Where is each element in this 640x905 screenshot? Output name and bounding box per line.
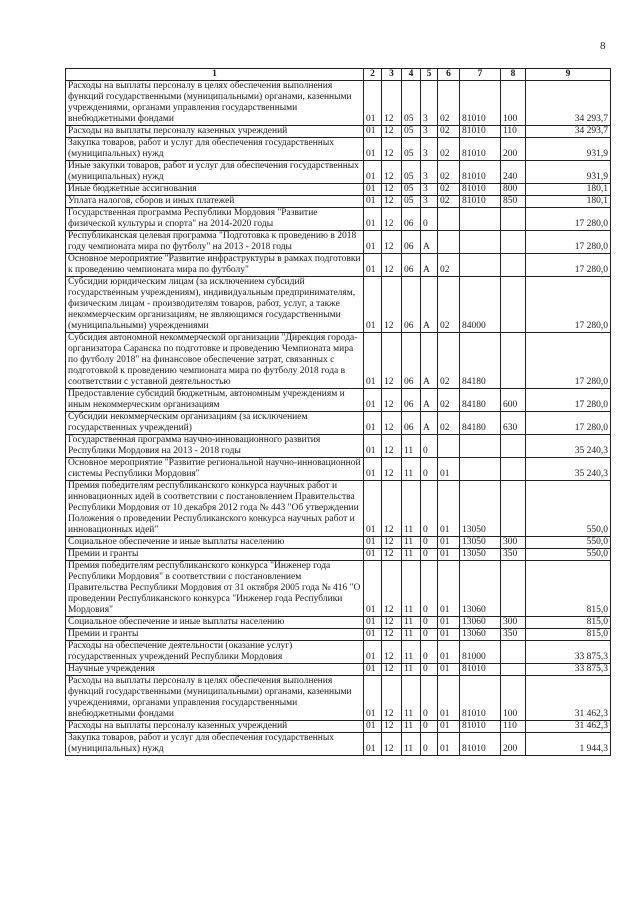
podrazdel-cell: 12 bbox=[382, 676, 402, 721]
subprogram-cell: 0 bbox=[421, 629, 438, 641]
name-cell: Расходы на выплаты персоналу казенных учреждений bbox=[66, 126, 364, 138]
podrazdel-cell: 12 bbox=[382, 481, 402, 537]
razdel-cell: 01 bbox=[364, 549, 382, 561]
measure-cell: 02 bbox=[438, 184, 460, 196]
name-cell: Премия победителям республиканского конкурса научных работ и инновационных идей в соответствии с постановлением Правительства Республики Мордовия от 10 декабря 2012 года № 443 "Об утверждении Положения о проведении Республиканского конкурса научных работ и инновационных идей" bbox=[66, 481, 364, 537]
measure-cell: 01 bbox=[438, 481, 460, 537]
expense-type-cell bbox=[501, 231, 526, 254]
expense-type-cell bbox=[501, 254, 526, 277]
measure-cell: 01 bbox=[438, 664, 460, 676]
column-header: 3 bbox=[382, 69, 402, 81]
column-header: 1 bbox=[66, 69, 364, 81]
name-cell: Предоставление субсидий бюджетным, автономным учреждениям и иным некоммерческим организациям bbox=[66, 389, 364, 412]
expense-type-cell: 300 bbox=[501, 617, 526, 629]
expense-type-cell: 110 bbox=[501, 126, 526, 138]
table-row bbox=[66, 629, 611, 641]
podrazdel-cell: 12 bbox=[382, 254, 402, 277]
table-row bbox=[66, 641, 611, 664]
sum-cell: 17 280,0 bbox=[526, 412, 611, 435]
program-cell: 05 bbox=[402, 81, 421, 126]
table-row bbox=[66, 435, 611, 458]
column-header: 4 bbox=[402, 69, 421, 81]
name-cell: Основное мероприятие "Развитие региональной научно-инновационной системы Республики Мордовия" bbox=[66, 458, 364, 481]
subprogram-cell: 0 bbox=[421, 617, 438, 629]
program-cell: 11 bbox=[402, 435, 421, 458]
direction-cell: 13060 bbox=[460, 617, 501, 629]
measure-cell: 01 bbox=[438, 537, 460, 549]
measure-cell: 01 bbox=[438, 549, 460, 561]
expense-type-cell bbox=[501, 481, 526, 537]
program-cell: 06 bbox=[402, 412, 421, 435]
razdel-cell: 01 bbox=[364, 81, 382, 126]
sum-cell: 815,0 bbox=[526, 561, 611, 617]
razdel-cell: 01 bbox=[364, 537, 382, 549]
razdel-cell: 01 bbox=[364, 458, 382, 481]
podrazdel-cell: 12 bbox=[382, 641, 402, 664]
column-header: 2 bbox=[364, 69, 382, 81]
program-cell: 11 bbox=[402, 664, 421, 676]
measure-cell: 02 bbox=[438, 81, 460, 126]
name-cell: Иные бюджетные ассигнования bbox=[66, 184, 364, 196]
program-cell: 06 bbox=[402, 208, 421, 231]
name-cell: Премия победителям республиканского конкурса "Инженер года Республики Мордовия" в соответствии с постановлением Правительства Республики Мордовия от 31 октября 2005 года № 416 "О проведении Республиканского конкурса "Инженер года Республики Мордовия" bbox=[66, 561, 364, 617]
table-row bbox=[66, 184, 611, 196]
expense-type-cell: 800 bbox=[501, 184, 526, 196]
sum-cell: 17 280,0 bbox=[526, 277, 611, 333]
razdel-cell: 01 bbox=[364, 254, 382, 277]
name-cell: Научные учреждения bbox=[66, 664, 364, 676]
direction-cell: 84000 bbox=[460, 277, 501, 333]
razdel-cell: 01 bbox=[364, 161, 382, 184]
sum-cell: 17 280,0 bbox=[526, 254, 611, 277]
name-cell: Закупка товаров, работ и услуг для обеспечения государственных (муниципальных) нужд bbox=[66, 733, 364, 756]
name-cell: Закупка товаров, работ и услуг для обеспечения государственных (муниципальных) нужд bbox=[66, 138, 364, 161]
measure-cell: 01 bbox=[438, 629, 460, 641]
razdel-cell: 01 bbox=[364, 412, 382, 435]
razdel-cell: 01 bbox=[364, 208, 382, 231]
table-row bbox=[66, 617, 611, 629]
razdel-cell: 01 bbox=[364, 277, 382, 333]
subprogram-cell: 0 bbox=[421, 537, 438, 549]
table-row bbox=[66, 481, 611, 537]
program-cell: 05 bbox=[402, 138, 421, 161]
table-row bbox=[66, 676, 611, 721]
sum-cell: 34 293,7 bbox=[526, 126, 611, 138]
measure-cell bbox=[438, 231, 460, 254]
subprogram-cell: А bbox=[421, 333, 438, 389]
podrazdel-cell: 12 bbox=[382, 389, 402, 412]
name-cell: Премии и гранты bbox=[66, 629, 364, 641]
sum-cell: 31 462,3 bbox=[526, 676, 611, 721]
table-row bbox=[66, 537, 611, 549]
podrazdel-cell: 12 bbox=[382, 277, 402, 333]
measure-cell: 02 bbox=[438, 196, 460, 208]
razdel-cell: 01 bbox=[364, 721, 382, 733]
subprogram-cell: 0 bbox=[421, 435, 438, 458]
table-row bbox=[66, 196, 611, 208]
expense-type-cell: 350 bbox=[501, 629, 526, 641]
expense-type-cell: 630 bbox=[501, 412, 526, 435]
subprogram-cell: 3 bbox=[421, 138, 438, 161]
program-cell: 05 bbox=[402, 126, 421, 138]
measure-cell: 02 bbox=[438, 254, 460, 277]
podrazdel-cell: 12 bbox=[382, 138, 402, 161]
sum-cell: 815,0 bbox=[526, 617, 611, 629]
subprogram-cell: 3 bbox=[421, 161, 438, 184]
direction-cell: 81010 bbox=[460, 81, 501, 126]
subprogram-cell: 0 bbox=[421, 664, 438, 676]
expense-type-cell: 300 bbox=[501, 537, 526, 549]
measure-cell: 02 bbox=[438, 161, 460, 184]
sum-cell: 550,0 bbox=[526, 549, 611, 561]
sum-cell: 34 293,7 bbox=[526, 81, 611, 126]
podrazdel-cell: 12 bbox=[382, 208, 402, 231]
measure-cell: 02 bbox=[438, 138, 460, 161]
razdel-cell: 01 bbox=[364, 196, 382, 208]
expense-type-cell: 240 bbox=[501, 161, 526, 184]
razdel-cell: 01 bbox=[364, 617, 382, 629]
program-cell: 05 bbox=[402, 161, 421, 184]
podrazdel-cell: 12 bbox=[382, 161, 402, 184]
name-cell: Расходы на выплаты персоналу в целях обеспечения выполнения функций государственными (муниципальными) органами, казенными учреждениями, органами управления государственными внебюджетными фондами bbox=[66, 676, 364, 721]
direction-cell bbox=[460, 231, 501, 254]
column-header: 7 bbox=[460, 69, 501, 81]
podrazdel-cell: 12 bbox=[382, 435, 402, 458]
podrazdel-cell: 12 bbox=[382, 333, 402, 389]
podrazdel-cell: 12 bbox=[382, 561, 402, 617]
podrazdel-cell: 12 bbox=[382, 617, 402, 629]
podrazdel-cell: 12 bbox=[382, 412, 402, 435]
table-row bbox=[66, 138, 611, 161]
razdel-cell: 01 bbox=[364, 481, 382, 537]
direction-cell bbox=[460, 208, 501, 231]
subprogram-cell: А bbox=[421, 231, 438, 254]
program-cell: 11 bbox=[402, 617, 421, 629]
name-cell: Республиканская целевая программа "Подготовка к проведению в 2018 году чемпионата мира по футболу" на 2013 - 2018 годы bbox=[66, 231, 364, 254]
expense-type-cell bbox=[501, 664, 526, 676]
subprogram-cell: 0 bbox=[421, 721, 438, 733]
razdel-cell: 01 bbox=[364, 333, 382, 389]
program-cell: 06 bbox=[402, 254, 421, 277]
direction-cell bbox=[460, 254, 501, 277]
sum-cell: 180,1 bbox=[526, 196, 611, 208]
razdel-cell: 01 bbox=[364, 126, 382, 138]
expense-type-cell: 850 bbox=[501, 196, 526, 208]
direction-cell: 81010 bbox=[460, 664, 501, 676]
column-header: 8 bbox=[501, 69, 526, 81]
expense-type-cell: 200 bbox=[501, 138, 526, 161]
razdel-cell: 01 bbox=[364, 629, 382, 641]
direction-cell: 13050 bbox=[460, 481, 501, 537]
table-row bbox=[66, 81, 611, 126]
sum-cell: 17 280,0 bbox=[526, 389, 611, 412]
subprogram-cell: 0 bbox=[421, 549, 438, 561]
program-cell: 11 bbox=[402, 641, 421, 664]
razdel-cell: 01 bbox=[364, 664, 382, 676]
subprogram-cell: 3 bbox=[421, 126, 438, 138]
name-cell: Расходы на обеспечение деятельности (оказание услуг) государственных учреждений Республики Мордовия bbox=[66, 641, 364, 664]
direction-cell: 84180 bbox=[460, 389, 501, 412]
razdel-cell: 01 bbox=[364, 641, 382, 664]
page-number: 8 bbox=[600, 40, 606, 52]
table-row bbox=[66, 126, 611, 138]
sum-cell: 33 875,3 bbox=[526, 641, 611, 664]
subprogram-cell: А bbox=[421, 389, 438, 412]
direction-cell: 81010 bbox=[460, 138, 501, 161]
podrazdel-cell: 12 bbox=[382, 81, 402, 126]
measure-cell: 02 bbox=[438, 412, 460, 435]
table-row bbox=[66, 389, 611, 412]
name-cell: Социальное обеспечение и иные выплаты населению bbox=[66, 617, 364, 629]
program-cell: 11 bbox=[402, 721, 421, 733]
podrazdel-cell: 12 bbox=[382, 196, 402, 208]
sum-cell: 35 240,3 bbox=[526, 435, 611, 458]
expense-type-cell: 350 bbox=[501, 549, 526, 561]
measure-cell: 01 bbox=[438, 641, 460, 664]
sum-cell: 931,9 bbox=[526, 138, 611, 161]
expense-type-cell bbox=[501, 435, 526, 458]
direction-cell: 81010 bbox=[460, 676, 501, 721]
program-cell: 06 bbox=[402, 277, 421, 333]
subprogram-cell: 0 bbox=[421, 561, 438, 617]
program-cell: 11 bbox=[402, 733, 421, 756]
table-row bbox=[66, 721, 611, 733]
direction-cell: 81010 bbox=[460, 184, 501, 196]
program-cell: 06 bbox=[402, 333, 421, 389]
name-cell: Субсидия автономной некоммерческой организации "Дирекция города-организатора Саранска по подготовке и проведению Чемпионата мира по футболу 2018" на финансовое обеспечение затрат, связанных с подготовкой к проведению чемпионата мира по футболу 2018 года в соответствии с уставной деятельностью bbox=[66, 333, 364, 389]
subprogram-cell: 3 bbox=[421, 184, 438, 196]
razdel-cell: 01 bbox=[364, 733, 382, 756]
table-row bbox=[66, 161, 611, 184]
expense-type-cell: 200 bbox=[501, 733, 526, 756]
program-cell: 11 bbox=[402, 629, 421, 641]
name-cell: Субсидии юридическим лицам (за исключением субсидий государственным учреждениям), индивидуальным предпринимателям, физическим лицам - производителям товаров, работ, услуг, а также некоммерческим организациям, не являющимся государственными (муниципальными) учреждениями bbox=[66, 277, 364, 333]
subprogram-cell: 0 bbox=[421, 208, 438, 231]
measure-cell bbox=[438, 435, 460, 458]
expense-type-cell bbox=[501, 208, 526, 231]
subprogram-cell: 0 bbox=[421, 676, 438, 721]
expense-type-cell bbox=[501, 561, 526, 617]
name-cell: Расходы на выплаты персоналу в целях обеспечения выполнения функций государственными (муниципальными) органами, казенными учреждениями, органами управления государственными внебюджетными фондами bbox=[66, 81, 364, 126]
direction-cell: 81010 bbox=[460, 126, 501, 138]
sum-cell: 180,1 bbox=[526, 184, 611, 196]
sum-cell: 33 875,3 bbox=[526, 664, 611, 676]
expense-type-cell: 100 bbox=[501, 81, 526, 126]
razdel-cell: 01 bbox=[364, 184, 382, 196]
razdel-cell: 01 bbox=[364, 435, 382, 458]
sum-cell: 17 280,0 bbox=[526, 231, 611, 254]
table-row bbox=[66, 549, 611, 561]
razdel-cell: 01 bbox=[364, 231, 382, 254]
direction-cell: 81010 bbox=[460, 733, 501, 756]
expense-type-cell bbox=[501, 333, 526, 389]
direction-cell: 81010 bbox=[460, 721, 501, 733]
expense-type-cell bbox=[501, 458, 526, 481]
direction-cell: 13060 bbox=[460, 629, 501, 641]
program-cell: 06 bbox=[402, 389, 421, 412]
name-cell: Иные закупки товаров, работ и услуг для обеспечения государственных (муниципальных) нужд bbox=[66, 161, 364, 184]
podrazdel-cell: 12 bbox=[382, 126, 402, 138]
subprogram-cell: А bbox=[421, 412, 438, 435]
expense-type-cell bbox=[501, 277, 526, 333]
column-header: 9 bbox=[526, 69, 611, 81]
name-cell: Уплата налогов, сборов и иных платежей bbox=[66, 196, 364, 208]
program-cell: 11 bbox=[402, 458, 421, 481]
program-cell: 11 bbox=[402, 481, 421, 537]
razdel-cell: 01 bbox=[364, 561, 382, 617]
table-row bbox=[66, 254, 611, 277]
measure-cell bbox=[438, 208, 460, 231]
name-cell: Государственная программа научно-инновационного развития Республики Мордовия на 2013 - 2018 годы bbox=[66, 435, 364, 458]
subprogram-cell: 0 bbox=[421, 641, 438, 664]
sum-cell: 17 280,0 bbox=[526, 333, 611, 389]
razdel-cell: 01 bbox=[364, 676, 382, 721]
subprogram-cell: 3 bbox=[421, 196, 438, 208]
sum-cell: 35 240,3 bbox=[526, 458, 611, 481]
direction-cell: 13050 bbox=[460, 537, 501, 549]
name-cell: Государственная программа Республики Мордовия "Развитие физической культуры и спорта" на 2014-2020 годы bbox=[66, 208, 364, 231]
subprogram-cell: 3 bbox=[421, 81, 438, 126]
program-cell: 05 bbox=[402, 196, 421, 208]
measure-cell: 02 bbox=[438, 277, 460, 333]
sum-cell: 17 280,0 bbox=[526, 208, 611, 231]
program-cell: 11 bbox=[402, 537, 421, 549]
direction-cell bbox=[460, 435, 501, 458]
measure-cell: 01 bbox=[438, 721, 460, 733]
measure-cell: 01 bbox=[438, 733, 460, 756]
podrazdel-cell: 12 bbox=[382, 458, 402, 481]
name-cell: Социальное обеспечение и иные выплаты населению bbox=[66, 537, 364, 549]
expense-type-cell: 110 bbox=[501, 721, 526, 733]
table-row bbox=[66, 664, 611, 676]
header-row bbox=[66, 69, 611, 81]
razdel-cell: 01 bbox=[364, 389, 382, 412]
sum-cell: 815,0 bbox=[526, 629, 611, 641]
program-cell: 11 bbox=[402, 561, 421, 617]
table-row bbox=[66, 208, 611, 231]
budget-table bbox=[65, 68, 611, 756]
name-cell: Основное мероприятие "Развитие инфраструктуры в рамках подготовки к проведению чемпионата мира по футболу" bbox=[66, 254, 364, 277]
table-row bbox=[66, 733, 611, 756]
direction-cell: 13060 bbox=[460, 561, 501, 617]
measure-cell: 02 bbox=[438, 333, 460, 389]
expense-type-cell: 600 bbox=[501, 389, 526, 412]
podrazdel-cell: 12 bbox=[382, 184, 402, 196]
measure-cell: 01 bbox=[438, 561, 460, 617]
name-cell: Расходы на выплаты персоналу казенных учреждений bbox=[66, 721, 364, 733]
direction-cell: 81000 bbox=[460, 641, 501, 664]
name-cell: Субсидии некоммерческим организациям (за исключением государственных учреждений) bbox=[66, 412, 364, 435]
table-row bbox=[66, 561, 611, 617]
measure-cell: 01 bbox=[438, 617, 460, 629]
direction-cell: 81010 bbox=[460, 196, 501, 208]
table-row bbox=[66, 333, 611, 389]
podrazdel-cell: 12 bbox=[382, 664, 402, 676]
sum-cell: 31 462,3 bbox=[526, 721, 611, 733]
direction-cell bbox=[460, 458, 501, 481]
program-cell: 05 bbox=[402, 184, 421, 196]
direction-cell: 13050 bbox=[460, 549, 501, 561]
measure-cell: 02 bbox=[438, 126, 460, 138]
subprogram-cell: 0 bbox=[421, 458, 438, 481]
sum-cell: 931,9 bbox=[526, 161, 611, 184]
measure-cell: 01 bbox=[438, 676, 460, 721]
podrazdel-cell: 12 bbox=[382, 549, 402, 561]
column-header: 6 bbox=[438, 69, 460, 81]
expense-type-cell: 100 bbox=[501, 676, 526, 721]
name-cell: Премии и гранты bbox=[66, 549, 364, 561]
measure-cell: 02 bbox=[438, 389, 460, 412]
direction-cell: 81010 bbox=[460, 161, 501, 184]
table-row bbox=[66, 231, 611, 254]
podrazdel-cell: 12 bbox=[382, 733, 402, 756]
direction-cell: 84180 bbox=[460, 333, 501, 389]
podrazdel-cell: 12 bbox=[382, 537, 402, 549]
column-header: 5 bbox=[421, 69, 438, 81]
subprogram-cell: 0 bbox=[421, 733, 438, 756]
program-cell: 11 bbox=[402, 676, 421, 721]
table-row bbox=[66, 458, 611, 481]
subprogram-cell: А bbox=[421, 277, 438, 333]
subprogram-cell: 0 bbox=[421, 481, 438, 537]
podrazdel-cell: 12 bbox=[382, 231, 402, 254]
razdel-cell: 01 bbox=[364, 138, 382, 161]
direction-cell: 84180 bbox=[460, 412, 501, 435]
table-row bbox=[66, 412, 611, 435]
expense-type-cell bbox=[501, 641, 526, 664]
measure-cell: 01 bbox=[438, 458, 460, 481]
table-row bbox=[66, 277, 611, 333]
sum-cell: 550,0 bbox=[526, 537, 611, 549]
podrazdel-cell: 12 bbox=[382, 721, 402, 733]
subprogram-cell: А bbox=[421, 254, 438, 277]
program-cell: 06 bbox=[402, 231, 421, 254]
program-cell: 11 bbox=[402, 549, 421, 561]
sum-cell: 1 944,3 bbox=[526, 733, 611, 756]
podrazdel-cell: 12 bbox=[382, 629, 402, 641]
sum-cell: 550,0 bbox=[526, 481, 611, 537]
